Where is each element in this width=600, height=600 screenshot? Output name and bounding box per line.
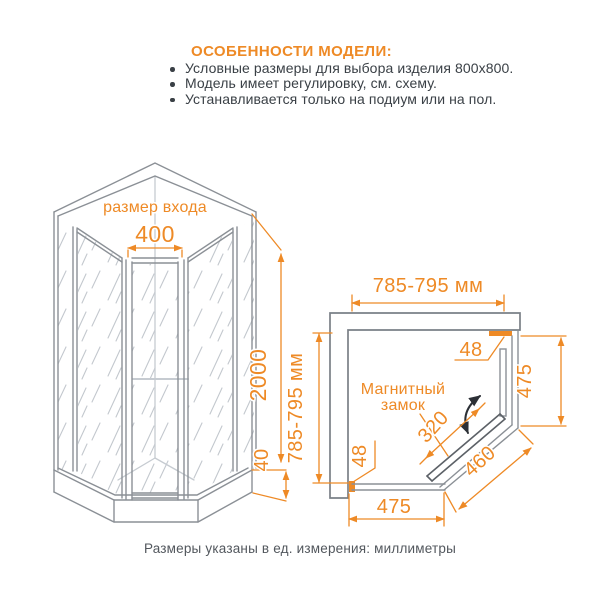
glass-hatch bbox=[58, 218, 254, 498]
plan-depth-dim: 785-795 мм bbox=[285, 352, 307, 464]
bottom-side-dim: 475 bbox=[376, 496, 412, 518]
bottom-profile-dim: 48 bbox=[349, 444, 371, 468]
features-title: ОСОБЕННОСТИ МОДЕЛИ: bbox=[191, 43, 393, 60]
door-width-dim: 320 bbox=[413, 406, 454, 448]
height-dim: 2000 bbox=[245, 348, 271, 402]
feature-item: Модель имеет регулировку, см. схему. bbox=[164, 76, 584, 91]
base-height-dim: 40 bbox=[251, 448, 273, 472]
right-side-dim: 475 bbox=[514, 363, 536, 399]
plan-view bbox=[285, 275, 566, 526]
magnetic-lock-label: Магнитный bbox=[360, 381, 446, 398]
iso-view bbox=[54, 163, 286, 522]
feature-item: Устанавливается только на подиум или на пол. bbox=[164, 92, 584, 107]
magnetic-lock-label: замок bbox=[380, 397, 426, 414]
adjust-profile-top bbox=[489, 331, 512, 336]
entrance-size-label: размер входа bbox=[103, 199, 207, 216]
plan-width-dim: 785-795 мм bbox=[372, 275, 484, 297]
entrance-width-dim: 400 bbox=[135, 221, 175, 247]
diagonal-side-dim: 460 bbox=[459, 441, 501, 482]
feature-item: Условные размеры для выбора изделия 800x800. bbox=[164, 61, 584, 76]
units-note: Размеры указаны в ед. измерения: миллиметры bbox=[143, 541, 457, 556]
top-profile-dim: 48 bbox=[459, 339, 483, 361]
